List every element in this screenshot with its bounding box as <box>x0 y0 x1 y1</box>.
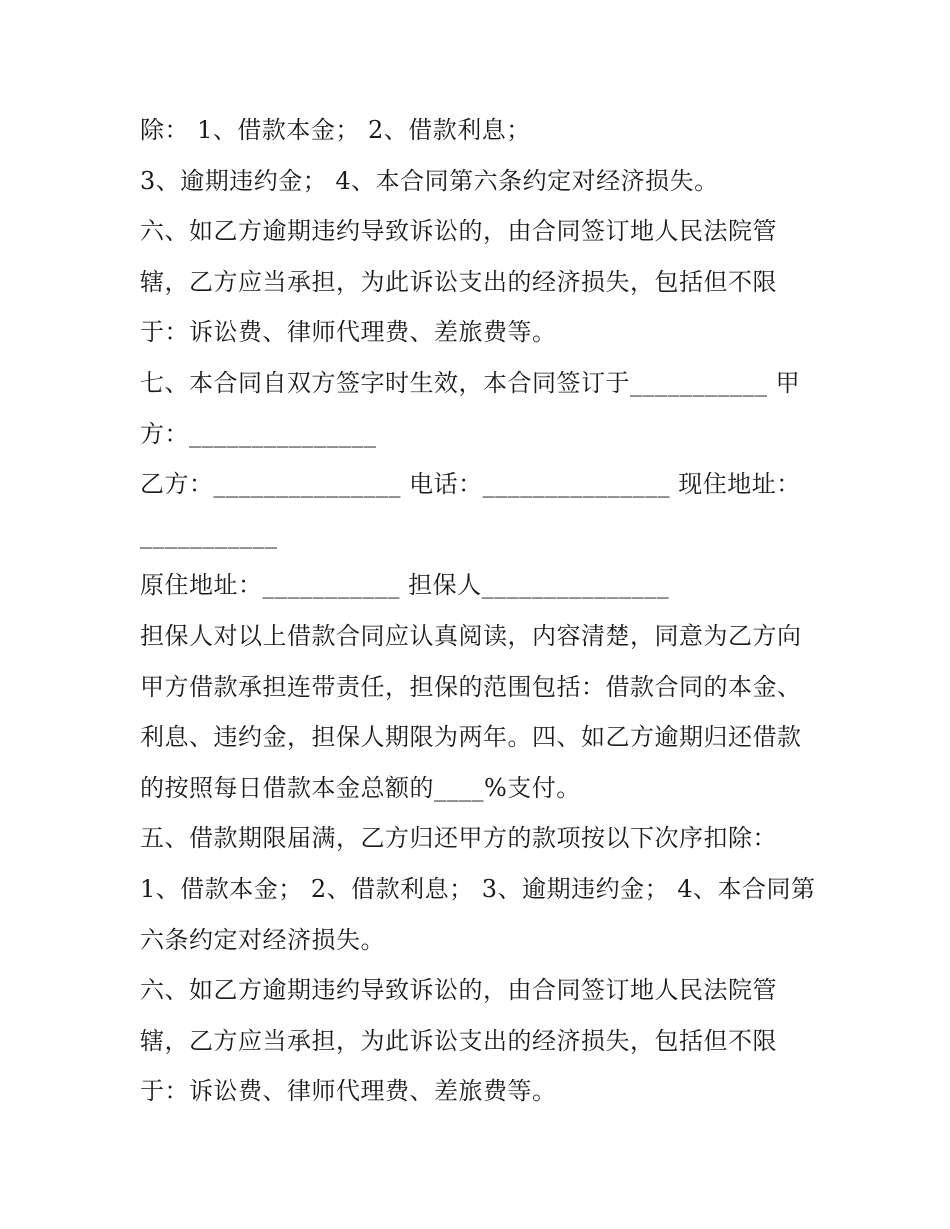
text-line: 五、借款期限届满，乙方归还甲方的款项按以下次序扣除： <box>140 824 777 853</box>
text-line: 六、如乙方逾期违约导致诉讼的，由合同签订地人民法院管 <box>140 217 777 246</box>
text-line: 辖，乙方应当承担，为此诉讼支出的经济损失，包括但不限 <box>140 267 777 296</box>
text-line: 原住地址：___________ 担保人_______________ <box>140 571 670 600</box>
text-line: 甲方借款承担连带责任，担保的范围包括：借款合同的本金、 <box>140 672 802 701</box>
text-line: 利息、违约金，担保人期限为两年。四、如乙方逾期归还借款 <box>140 723 802 752</box>
text-line: 于：诉讼费、律师代理费、差旅费等。 <box>140 1077 557 1106</box>
text-line: 辖，乙方应当承担，为此诉讼支出的经济损失，包括但不限 <box>140 1026 777 1055</box>
text-line: 1、借款本金； 2、借款利息； 3、逾期违约金； 4、本合同第 <box>140 874 816 903</box>
text-line: 方：_______________ <box>140 419 377 448</box>
text-line: 六、如乙方逾期违约导致诉讼的，由合同签订地人民法院管 <box>140 976 777 1005</box>
text-line: 六条约定对经济损失。 <box>140 925 385 954</box>
text-line: 除： 1、借款本金； 2、借款利息； <box>140 116 531 144</box>
contract-body <box>140 105 820 1117</box>
text-line: 于：诉讼费、律师代理费、差旅费等。 <box>140 318 557 347</box>
text-line: 3、逾期违约金； 4、本合同第六条约定对经济损失。 <box>140 166 719 195</box>
text-line: 七、本合同自双方签字时生效，本合同签订于___________ 甲 <box>140 368 801 397</box>
text-line: 担保人对以上借款合同应认真阅读，内容清楚，同意为乙方向 <box>140 621 802 650</box>
text-line: 乙方：_______________ 电话：_______________ 现住地址： <box>140 470 801 499</box>
text-line: ___________ <box>140 520 278 549</box>
text-line: 的按照每日借款本金总额的____%支付。 <box>140 773 581 802</box>
